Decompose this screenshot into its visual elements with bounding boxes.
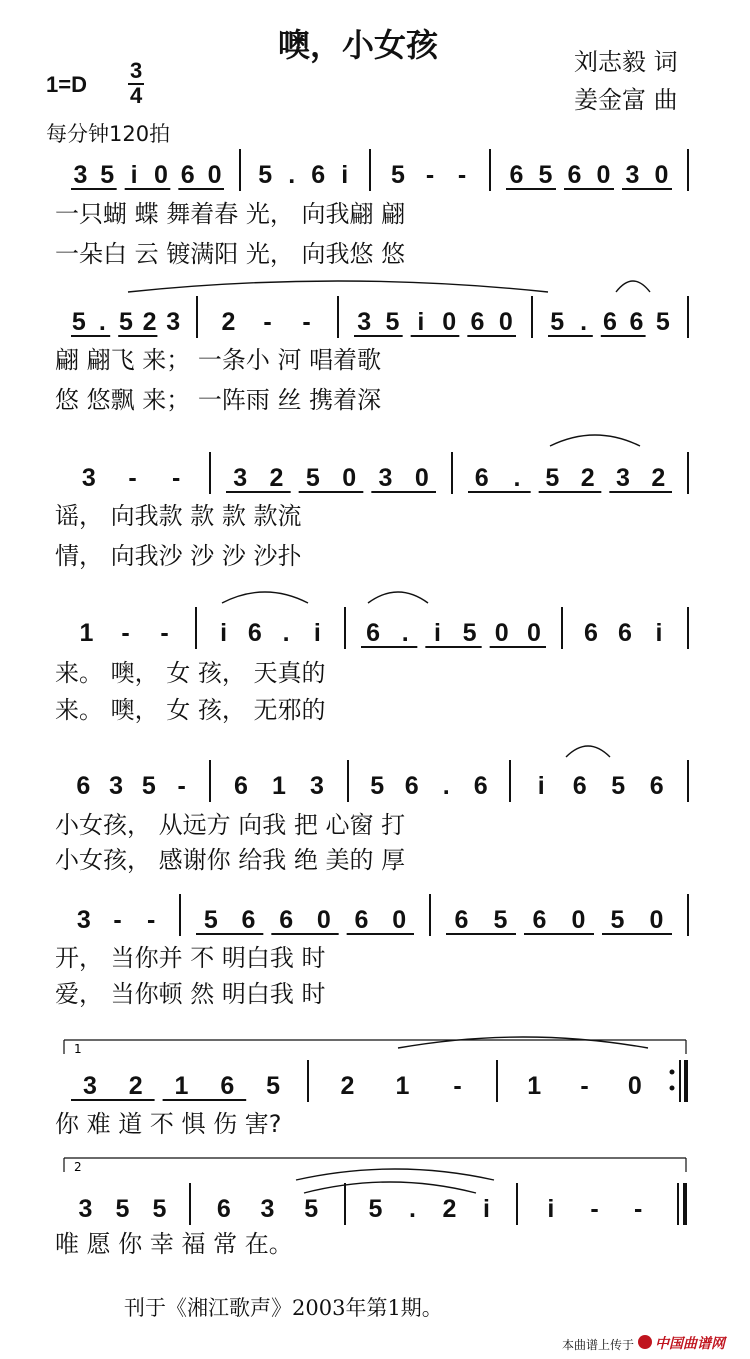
note: 3 [73,161,88,189]
note: 3 [357,308,372,336]
note: 2 [142,308,157,336]
note: 0 [596,161,611,189]
note: . [282,619,290,647]
note: 5 [611,772,626,800]
lyric-line: 开， 当你并 不 明白我 时 [55,944,326,972]
note: 2 [128,1072,143,1100]
volta-number: 2 [74,1160,82,1174]
note: 3 [625,161,640,189]
note: 1 [174,1072,189,1100]
note: 3 [310,772,324,800]
note: 1 [79,619,94,647]
note: 6 [404,772,419,800]
note: 3 [260,1195,275,1223]
lyric-line: 小女孩， 感谢你 给我 绝 美的 厚 [55,846,406,874]
note: - [453,1072,462,1100]
note: i [220,619,228,647]
note: 6 [366,619,381,647]
slur [296,1169,494,1180]
note: 6 [572,772,587,800]
note: 6 [532,906,547,934]
note: . [409,1195,416,1223]
note: i [313,619,321,647]
lyric-line: 一只蝴 蝶 舞着春 光， 向我翩 翩 [55,200,406,228]
note: 1 [272,772,286,800]
slur [550,435,640,446]
note: 0 [649,906,664,934]
page-title: 噢，小女孩 [278,26,439,64]
watermark-logo-icon [638,1335,652,1349]
note: 0 [627,1072,642,1100]
note: 5 [119,308,133,336]
repeat-dot [670,1086,675,1091]
repeat-dot [670,1070,675,1075]
note: 6 [618,619,632,647]
note: i [130,161,138,189]
note: 6 [216,1195,231,1223]
note: 6 [509,161,524,189]
note: 5 [304,1195,319,1223]
note: 5 [550,308,565,336]
slur [304,1182,476,1193]
note: 5 [266,1072,281,1100]
note: 6 [180,161,195,189]
note: 3 [166,308,181,336]
note: - [172,464,181,492]
note: - [160,619,169,647]
note: 0 [494,619,509,647]
watermark-text: 本曲谱上传于 [562,1338,635,1352]
note: . [98,308,106,336]
lyric-line: 你 难 道 不 惧 伤 害? [55,1110,282,1138]
note: 0 [153,161,168,189]
note: 5 [305,464,320,492]
note: 6 [629,308,644,336]
note: 3 [82,1072,97,1100]
note: 0 [392,906,407,934]
watermark-site: 中国曲谱网 [655,1336,725,1352]
time-signature-bottom: 4 [130,83,143,108]
note: 5 [152,1195,167,1223]
lyric-line: 悠 悠飘 来； 一阵雨 丝 携着深 [55,386,382,414]
note: - [147,906,156,934]
lyric-line: 爱， 当你顿 然 明白我 时 [55,980,326,1008]
note: 5 [370,772,385,800]
note: 6 [567,161,582,189]
note: - [302,308,311,336]
note: - [128,464,137,492]
note: 0 [414,464,429,492]
note: . [513,464,521,492]
note: i [483,1195,490,1223]
note: 6 [584,619,598,647]
note: 3 [78,1195,93,1223]
volta-number: 1 [74,1042,82,1056]
note: 6 [279,906,294,934]
note: 6 [247,619,262,647]
note: i [655,619,663,647]
note: - [113,906,122,934]
note: 2 [580,464,595,492]
note: 2 [442,1195,457,1223]
lyricist-credit: 刘志毅 词 [574,48,678,76]
note: 0 [498,308,513,336]
note: 5 [538,161,553,189]
composer-credit: 姜金富 曲 [574,86,678,114]
note: - [634,1195,643,1223]
note: 5 [385,308,400,336]
note: 0 [571,906,586,934]
slur [616,281,650,292]
note: - [425,161,435,189]
note: 6 [454,906,469,934]
lyric-line: 一朵白 云 镀满阳 光， 向我悠 悠 [55,240,406,268]
note: . [580,308,588,336]
note: 5 [71,308,86,336]
key-signature: 1=D [46,72,87,97]
note: 2 [221,308,236,336]
note: 5 [655,308,670,336]
publication-note: 刊于《湘江歌声》2003年第1期。 [124,1296,443,1320]
note: 2 [340,1072,355,1100]
slur [398,1037,648,1048]
note: - [457,161,467,189]
note: 6 [76,772,91,800]
note: 3 [81,464,96,492]
note: 5 [391,161,405,189]
note: 3 [109,772,124,800]
note: 2 [651,464,666,492]
note: 2 [269,464,284,492]
note: 6 [241,906,256,934]
lyric-line: 来。 噢， 女 孩， 天真的 [55,659,326,687]
tempo-marking: 每分钟120拍 [46,122,171,146]
note: 0 [526,619,541,647]
slur [368,592,428,603]
note: 0 [316,906,331,934]
note: 0 [442,308,457,336]
note: i [537,772,545,800]
lyric-line: 谣， 向我款 款 款 款流 [55,502,302,530]
note: 6 [354,906,369,934]
note: - [590,1195,599,1223]
note: 0 [207,161,222,189]
slur [128,281,548,292]
note: 3 [378,464,393,492]
note: . [288,161,296,189]
note: i [417,308,425,336]
note: 5 [100,161,115,189]
note: 5 [258,161,273,189]
note: 3 [233,464,248,492]
note: i [341,161,349,189]
note: 5 [368,1195,383,1223]
note: 5 [115,1195,130,1223]
note: 6 [470,308,485,336]
note: 6 [474,464,489,492]
note: i [433,619,441,647]
note: 3 [616,464,630,492]
note: 6 [473,772,488,800]
note: 5 [462,619,477,647]
note: 1 [395,1072,410,1100]
slur [566,746,610,757]
lyric-line: 唯 愿 你 幸 福 常 在。 [55,1230,293,1258]
slur [222,592,308,603]
note: 6 [220,1072,235,1100]
note: 6 [234,772,248,800]
note: - [580,1072,589,1100]
note: 3 [76,906,91,934]
lyric-line: 来。 噢， 女 孩， 无邪的 [55,696,326,724]
note: 5 [141,772,156,800]
time-signature-top: 3 [130,58,143,83]
note: 5 [493,906,508,934]
note: . [442,772,450,800]
note: 5 [545,464,560,492]
note: 0 [654,161,669,189]
note: . [401,619,409,647]
note: 5 [203,906,218,934]
note: - [121,619,130,647]
note: 6 [603,308,617,336]
note: i [547,1195,555,1223]
lyric-line: 小女孩， 从远方 向我 把 心窗 打 [55,811,406,839]
note: 1 [527,1072,542,1100]
note: 0 [342,464,357,492]
lyric-line: 情， 向我沙 沙 沙 沙扑 [55,542,302,570]
note: 5 [610,906,625,934]
note: - [177,772,186,800]
note: 6 [311,161,326,189]
note: - [263,308,272,336]
lyric-line: 翩 翩飞 来； 一条小 河 唱着歌 [55,346,382,374]
note: 6 [649,772,664,800]
